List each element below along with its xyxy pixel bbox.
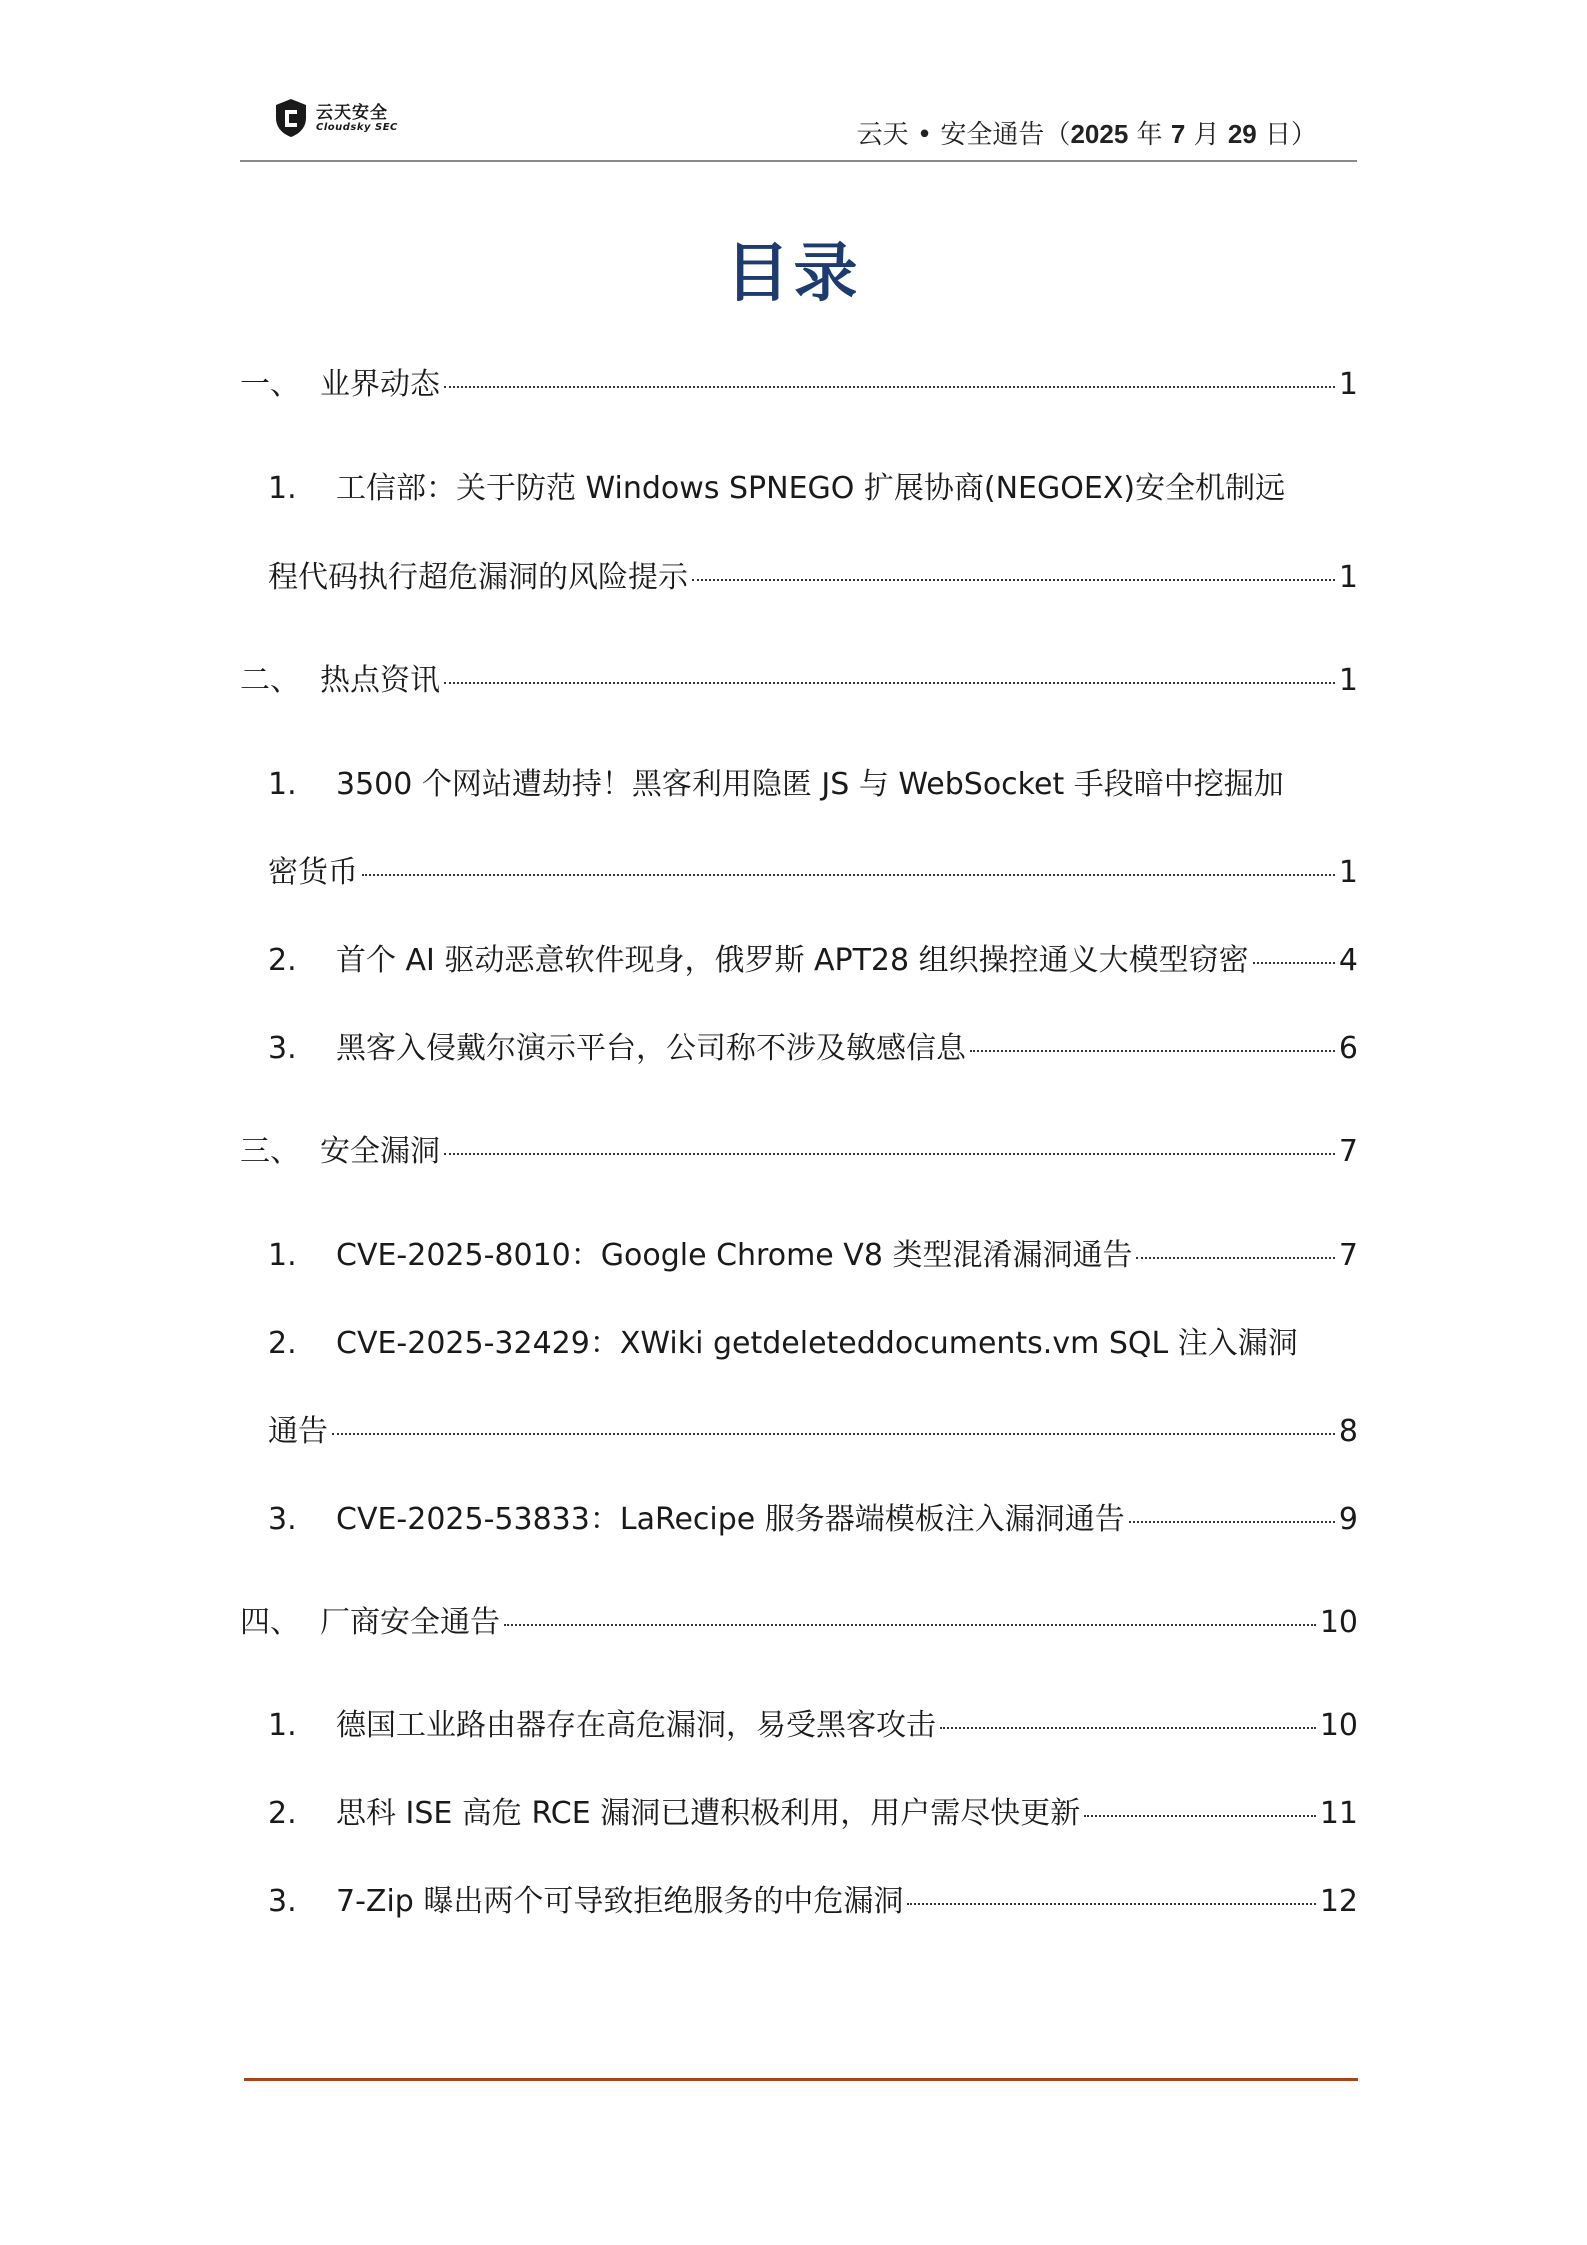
toc-entry[interactable] — [268, 1793, 1358, 1835]
doc-month: 7 — [1170, 119, 1186, 149]
toc-entry[interactable] — [268, 1028, 1358, 1070]
toc-entry[interactable] — [268, 1499, 1358, 1541]
toc-number: 2. — [268, 1796, 297, 1831]
dot-leader — [444, 1153, 1335, 1155]
toc-entry[interactable] — [240, 1131, 1358, 1173]
doc-year: 2025 — [1070, 119, 1129, 149]
month-unit: 月 — [1185, 120, 1228, 150]
logo-text-cn: 云天安全 — [316, 103, 388, 123]
toc-text: 思科 ISE 高危 RCE 漏洞已遭积极利用，用户需尽快更新 — [336, 1796, 1081, 1831]
toc-text: 7-Zip 曝出两个可导致拒绝服务的中危漏洞 — [336, 1884, 904, 1919]
dot-leader — [1253, 962, 1335, 964]
toc-number: 3. — [268, 1884, 297, 1919]
toc-page: 12 — [1319, 1884, 1358, 1919]
year-unit: 年 — [1128, 120, 1171, 150]
toc-number: 1. — [268, 1708, 297, 1743]
dot-leader — [444, 386, 1335, 388]
dot-leader — [1084, 1815, 1316, 1817]
toc-entry-cont[interactable] — [268, 1411, 1358, 1453]
toc-number: 3. — [268, 1502, 297, 1537]
toc-entry[interactable] — [268, 940, 1358, 982]
toc-text: 黑客入侵戴尔演示平台，公司称不涉及敏感信息 — [336, 1031, 966, 1066]
toc-number: 2. — [268, 943, 297, 978]
toc-text: 业界动态 — [320, 367, 440, 402]
toc-text: 热点资讯 — [320, 663, 440, 698]
toc-text: 密货币 — [268, 855, 358, 890]
toc-page: 6 — [1338, 1031, 1358, 1066]
toc-text: CVE-2025-53833：LaRecipe 服务器端模板注入漏洞通告 — [336, 1502, 1125, 1537]
toc-entry[interactable] — [240, 1602, 1358, 1644]
toc-entry[interactable] — [268, 1705, 1358, 1747]
toc-text: 安全漏洞 — [320, 1134, 440, 1169]
dot-leader — [907, 1903, 1315, 1905]
toc-page: 1 — [1338, 367, 1358, 402]
toc-page: 4 — [1338, 943, 1358, 978]
toc-text: 德国工业路由器存在高危漏洞，易受黑客攻击 — [336, 1708, 936, 1743]
footer-divider — [244, 2078, 1358, 2081]
toc-page: 10 — [1319, 1708, 1358, 1743]
dot-leader — [332, 1433, 1335, 1435]
toc-text-line1: 工信部：关于防范 Windows SPNEGO 扩展协商(NEGOEX)安全机制远 — [336, 471, 1286, 506]
dot-leader — [1129, 1521, 1335, 1523]
toc-page: 10 — [1319, 1605, 1358, 1640]
toc-text: 通告 — [268, 1414, 328, 1449]
day-unit: 日） — [1256, 120, 1317, 150]
toc-page: 11 — [1319, 1796, 1358, 1831]
toc-number: 三、 — [240, 1134, 300, 1169]
toc-entry-cont[interactable] — [268, 852, 1358, 894]
toc-entry[interactable] — [268, 764, 1358, 806]
toc-number: 一、 — [240, 367, 300, 402]
toc-entry[interactable] — [268, 1323, 1358, 1365]
toc-entry[interactable] — [268, 468, 1358, 510]
toc-number: 二、 — [240, 663, 300, 698]
dot-leader — [1136, 1257, 1334, 1259]
toc-entry[interactable] — [268, 1881, 1358, 1923]
dot-leader — [692, 579, 1335, 581]
toc-number: 3. — [268, 1031, 297, 1066]
toc-text: 程代码执行超危漏洞的风险提示 — [268, 560, 688, 595]
doc-name: 云天 • 安全通告（ — [856, 120, 1071, 150]
dot-leader — [362, 874, 1335, 876]
logo — [274, 96, 454, 142]
toc-number: 1. — [268, 767, 297, 802]
toc-page: 9 — [1338, 1502, 1358, 1537]
dot-leader — [970, 1050, 1335, 1052]
toc-title: 目录 — [725, 237, 862, 311]
toc-entry[interactable] — [268, 1235, 1358, 1277]
toc-page: 1 — [1338, 560, 1358, 595]
dot-leader — [444, 682, 1335, 684]
toc-page: 1 — [1338, 855, 1358, 890]
doc-day: 29 — [1227, 119, 1257, 149]
toc-text-line1: 3500 个网站遭劫持！黑客利用隐匿 JS 与 WebSocket 手段暗中挖掘加 — [336, 767, 1284, 802]
toc-page: 7 — [1338, 1238, 1358, 1273]
dot-leader — [940, 1727, 1316, 1729]
toc-number: 1. — [268, 471, 297, 506]
logo-text-en: Cloudsky SEC — [316, 122, 398, 133]
toc-page: 1 — [1338, 663, 1358, 698]
toc-number: 1. — [268, 1238, 297, 1273]
toc-text: 首个 AI 驱动恶意软件现身，俄罗斯 APT28 组织操控通义大模型窃密 — [336, 943, 1249, 978]
toc-number: 四、 — [240, 1605, 300, 1640]
toc-entry[interactable] — [240, 364, 1358, 406]
toc-page: 8 — [1338, 1414, 1358, 1449]
toc-text: CVE-2025-8010：Google Chrome V8 类型混淆漏洞通告 — [336, 1238, 1133, 1273]
toc-text-line1: CVE-2025-32429：XWiki getdeleteddocuments.vm SQL 注入漏洞 — [336, 1326, 1298, 1361]
header-doc-date — [857, 114, 1317, 151]
page-header — [240, 96, 1357, 162]
toc-text: 厂商安全通告 — [320, 1605, 500, 1640]
dot-leader — [504, 1624, 1316, 1626]
toc-number: 2. — [268, 1326, 297, 1361]
toc-entry-cont[interactable] — [268, 557, 1358, 599]
shield-logo-icon — [274, 98, 308, 138]
toc-page: 7 — [1338, 1134, 1358, 1169]
toc-entry[interactable] — [240, 660, 1358, 702]
